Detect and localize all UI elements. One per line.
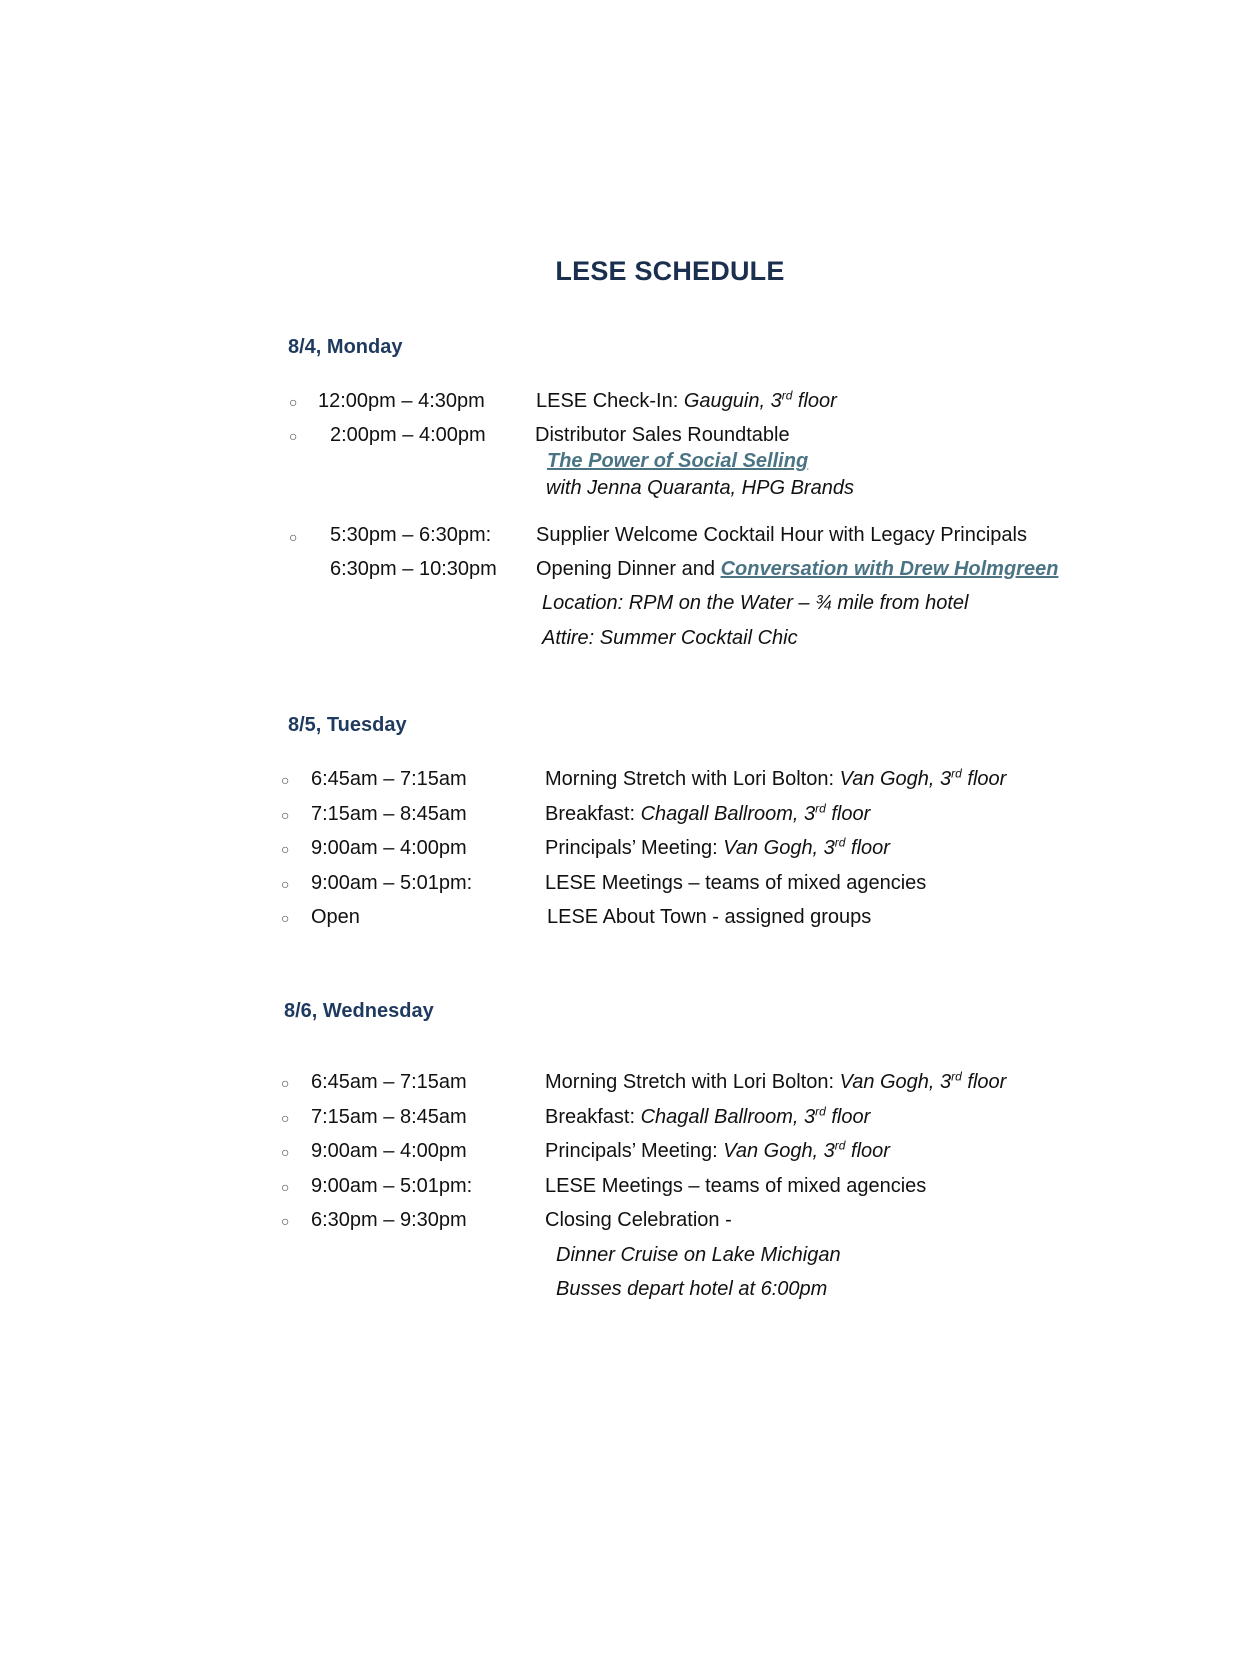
event-label: Breakfast: — [545, 1106, 641, 1128]
time-slot: 9:00am – 4:00pm — [311, 837, 467, 859]
bullet-icon: ○ — [289, 428, 298, 444]
event-description: Supplier Welcome Cocktail Hour with Legacy Principals — [536, 524, 1027, 546]
ordinal-suffix: rd — [815, 1104, 826, 1119]
bullet-icon: ○ — [281, 841, 290, 857]
event-description — [545, 767, 1006, 791]
event-description: LESE Meetings – teams of mixed agencies — [545, 872, 927, 894]
ordinal-suffix: rd — [951, 766, 962, 781]
time-slot: 6:30pm – 10:30pm — [330, 558, 497, 580]
time-slot: 7:15am – 8:45am — [311, 1106, 467, 1128]
event-location-suffix: floor — [845, 837, 890, 859]
page-title: LESE SCHEDULE — [555, 256, 785, 286]
time-slot: 9:00am – 5:01pm: — [311, 1175, 473, 1197]
session-speaker: with Jenna Quaranta, HPG Brands — [546, 477, 854, 499]
time-slot: 6:45am – 7:15am — [311, 1071, 467, 1093]
bullet-icon: ○ — [281, 1075, 290, 1091]
event-label: LESE Check-In: — [536, 390, 684, 412]
event-label: Morning Stretch with Lori Bolton: — [545, 1071, 840, 1093]
event-label: Principals’ Meeting: — [545, 1140, 724, 1162]
time-slot: 7:15am – 8:45am — [311, 803, 467, 825]
event-label: Morning Stretch with Lori Bolton: — [545, 768, 840, 790]
event-location-suffix: floor — [961, 1071, 1007, 1093]
event-description — [545, 1070, 1006, 1094]
event-description — [536, 557, 1058, 581]
time-slot: 6:45am – 7:15am — [311, 768, 467, 790]
event-description: LESE About Town - assigned groups — [547, 906, 872, 928]
time-slot: 2:00pm – 4:00pm — [330, 424, 486, 446]
event-location-suffix: floor — [792, 390, 837, 412]
event-label: Breakfast: — [545, 803, 641, 825]
event-location: Location: RPM on the Water – ¾ mile from hotel — [542, 592, 969, 614]
event-description: Distributor Sales Roundtable — [535, 424, 790, 446]
event-description — [545, 1105, 870, 1129]
ordinal-suffix: rd — [781, 388, 793, 403]
bullet-icon: ○ — [281, 1110, 290, 1126]
event-location: Chagall Ballroom, 3 — [640, 803, 816, 825]
ordinal-suffix: rd — [815, 801, 826, 816]
event-location-suffix: floor — [825, 803, 871, 825]
time-slot: 6:30pm – 9:30pm — [311, 1209, 467, 1231]
event-detail-busses: Busses depart hotel at 6:00pm — [556, 1278, 828, 1300]
event-location: Van Gogh, 3 — [723, 1140, 835, 1162]
bullet-icon: ○ — [289, 529, 298, 545]
bullet-icon: ○ — [281, 876, 290, 892]
event-location: Chagall Ballroom, 3 — [640, 1106, 816, 1128]
event-description: Closing Celebration - — [545, 1209, 732, 1231]
day-heading-wednesday: 8/6, Wednesday — [284, 1000, 434, 1022]
bullet-icon: ○ — [281, 1213, 290, 1229]
event-location-suffix: floor — [961, 768, 1007, 790]
day-heading-tuesday: 8/5, Tuesday — [288, 714, 407, 736]
event-description — [545, 802, 870, 826]
event-description — [545, 1139, 890, 1163]
time-slot: 9:00am – 4:00pm — [311, 1140, 467, 1162]
time-slot: Open — [311, 906, 360, 928]
ordinal-suffix: rd — [834, 1138, 846, 1153]
event-description — [545, 836, 890, 860]
conversation-link[interactable]: Conversation with Drew Holmgreen — [720, 558, 1059, 580]
bullet-icon: ○ — [289, 394, 298, 410]
event-location: Gauguin, 3 — [683, 390, 782, 412]
event-location: Van Gogh, 3 — [839, 768, 952, 790]
event-attire: Attire: Summer Cocktail Chic — [542, 627, 798, 649]
event-location: Van Gogh, 3 — [839, 1071, 952, 1093]
event-location: Van Gogh, 3 — [723, 837, 835, 859]
event-description: LESE Meetings – teams of mixed agencies — [545, 1175, 927, 1197]
time-slot: 12:00pm – 4:30pm — [318, 390, 485, 412]
ordinal-suffix: rd — [951, 1069, 962, 1084]
ordinal-suffix: rd — [834, 835, 846, 850]
event-label: Opening Dinner and — [536, 558, 721, 580]
time-slot: 9:00am – 5:01pm: — [311, 872, 473, 894]
day-heading-monday: 8/4, Monday — [288, 336, 403, 358]
time-slot: 5:30pm – 6:30pm: — [330, 524, 492, 546]
bullet-icon: ○ — [281, 807, 290, 823]
event-label: Principals’ Meeting: — [545, 837, 724, 859]
bullet-icon: ○ — [281, 910, 290, 926]
event-location-suffix: floor — [845, 1140, 890, 1162]
bullet-icon: ○ — [281, 772, 290, 788]
event-description — [536, 389, 837, 413]
bullet-icon: ○ — [281, 1179, 290, 1195]
event-location-suffix: floor — [825, 1106, 871, 1128]
bullet-icon: ○ — [281, 1144, 290, 1160]
session-link[interactable]: The Power of Social Selling — [547, 450, 809, 472]
event-detail-cruise: Dinner Cruise on Lake Michigan — [556, 1244, 841, 1266]
